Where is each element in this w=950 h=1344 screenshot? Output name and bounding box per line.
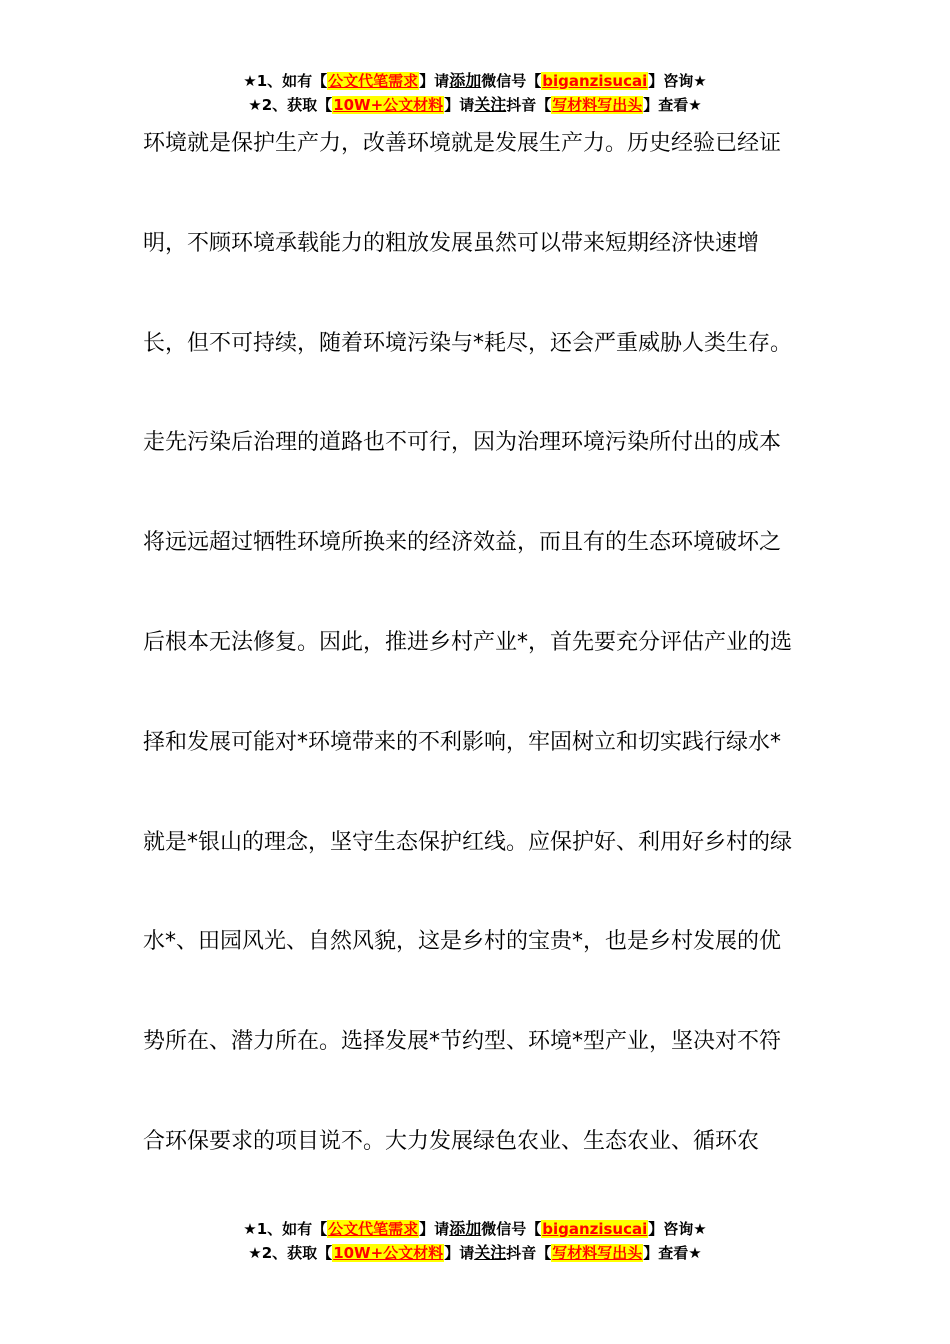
banner-line-1-middle: 】请 <box>419 1220 450 1238</box>
banner-line-2-suffix: 】查看★ <box>643 1244 702 1262</box>
banner-emphasis-add: 添加 <box>449 71 482 90</box>
banner-line-1-prefix: ★1、如有【 <box>243 1220 328 1238</box>
banner-line-2-middle: 】请 <box>444 1244 475 1262</box>
body-line: 后根本无法修复。因此，推进乡村产业*，首先要充分评估产业的选 <box>143 629 793 655</box>
body-line: 走先污染后治理的道路也不可行，因为治理环境污染所付出的成本 <box>143 430 782 456</box>
banner-highlight-materials: 10W+公文材料 <box>333 96 444 114</box>
body-line: 势所在、潜力所在。选择发展*节约型、环境*型产业，坚决对不符 <box>143 1029 782 1055</box>
banner-line-1 <box>0 69 950 93</box>
banner-highlight-douyin: 写材料写出头 <box>552 96 643 114</box>
banner-line-2 <box>0 93 950 117</box>
header-banner <box>0 69 950 117</box>
banner-highlight-wechat-id: biganzisucai <box>542 72 648 90</box>
banner-highlight-wechat-id: biganzisucai <box>542 1220 648 1238</box>
body-line: 长，但不可持续，随着环境污染与*耗尽，还会严重威胁人类生存。 <box>143 330 793 356</box>
banner-line-2-suffix: 】查看★ <box>643 96 702 114</box>
banner-line-2-middle: 】请 <box>444 96 475 114</box>
banner-line-1-middle: 】请 <box>419 72 450 90</box>
document-body <box>143 128 823 1226</box>
banner-line-1-prefix: ★1、如有【 <box>243 72 328 90</box>
banner-highlight-service: 公文代笔需求 <box>328 1220 419 1238</box>
body-line: 将远远超过牺牲环境所换来的经济效益，而且有的生态环境破坏之 <box>143 530 782 556</box>
banner-line-2-prefix: ★2、获取【 <box>248 96 333 114</box>
banner-line-1-middle2: 微信号【 <box>481 72 542 90</box>
body-line: 择和发展可能对*环境带来的不利影响，牢固树立和切实践行绿水* <box>143 729 782 755</box>
body-line: 就是*银山的理念，坚守生态保护红线。应保护好、利用好乡村的绿 <box>143 829 793 855</box>
banner-highlight-service: 公文代笔需求 <box>328 72 419 90</box>
banner-line-1-suffix: 】咨询★ <box>648 72 707 90</box>
banner-emphasis-follow: 关注 <box>474 95 507 114</box>
banner-line-2 <box>0 1241 950 1265</box>
banner-line-2-middle2: 抖音【 <box>506 96 552 114</box>
banner-highlight-douyin: 写材料写出头 <box>552 1244 643 1262</box>
footer-banner <box>0 1217 950 1265</box>
banner-line-1 <box>0 1217 950 1241</box>
banner-line-1-suffix: 】咨询★ <box>648 1220 707 1238</box>
banner-line-1-middle2: 微信号【 <box>481 1220 542 1238</box>
banner-emphasis-add: 添加 <box>449 1219 482 1238</box>
body-line: 合环保要求的项目说不。大力发展绿色农业、生态农业、循环农 <box>143 1128 760 1154</box>
banner-line-2-prefix: ★2、获取【 <box>248 1244 333 1262</box>
banner-line-2-middle2: 抖音【 <box>506 1244 552 1262</box>
banner-highlight-materials: 10W+公文材料 <box>333 1244 444 1262</box>
body-line: 明，不顾环境承载能力的粗放发展虽然可以带来短期经济快速增 <box>143 230 760 256</box>
body-line: 环境就是保护生产力，改善环境就是发展生产力。历史经验已经证 <box>143 131 782 156</box>
banner-emphasis-follow: 关注 <box>474 1243 507 1262</box>
body-line: 水*、田园风光、自然风貌，这是乡村的宝贵*，也是乡村发展的优 <box>143 929 782 955</box>
